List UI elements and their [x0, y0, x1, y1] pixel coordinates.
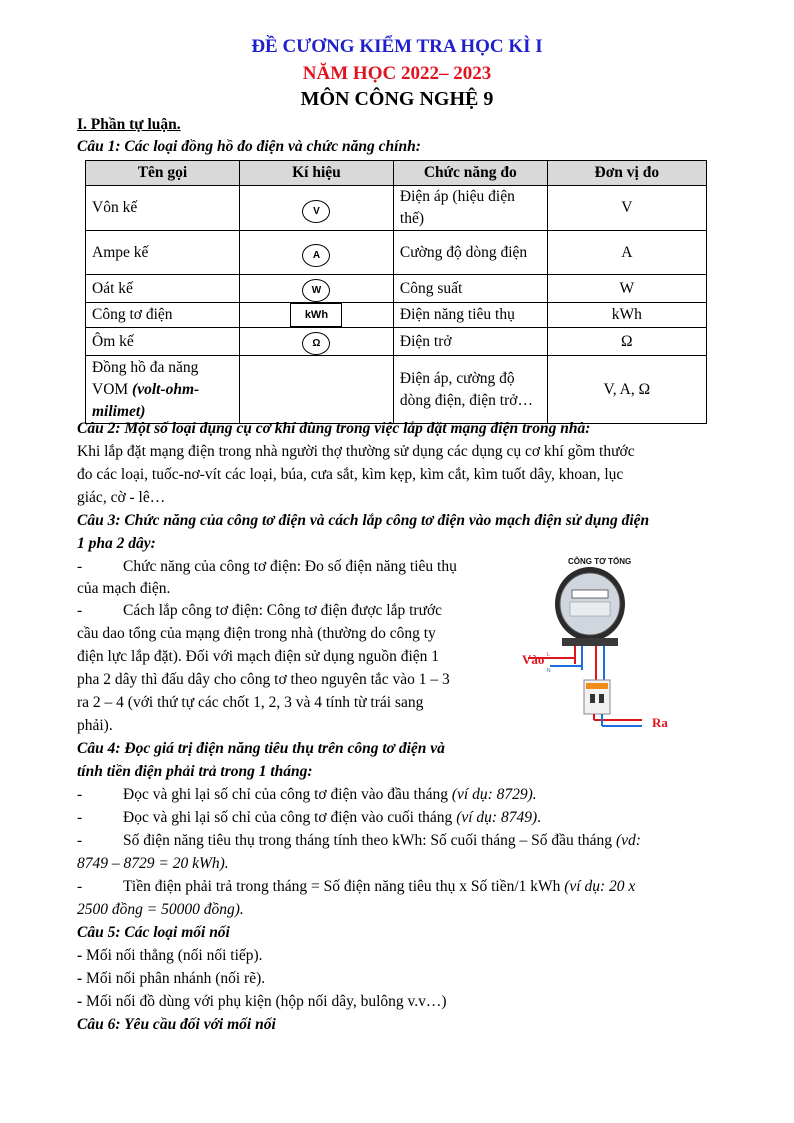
q3-bullet-line: - Chức năng của công tơ điện: Đo số điện năng tiêu thụ [77, 558, 457, 575]
table-row [86, 275, 707, 303]
q4-bullet-line: - Đọc và ghi lại số chỉ của công tơ điện vào cuối tháng (ví dụ: 8749). [77, 809, 541, 826]
q3-text-line: ra 2 – 4 (với thứ tự các chốt 1, 2, 3 và 4 tính từ trái sang [77, 694, 424, 711]
electric-meter-icon [520, 552, 720, 742]
cell-unit: kWh [547, 303, 706, 328]
ohmmeter-symbol: Ω [302, 332, 330, 355]
q4-bullet-line: - Số điện năng tiêu thụ trong tháng tính theo kWh: Số cuối tháng – Số đầu tháng (vd: [77, 832, 641, 849]
out-label: Ra [652, 715, 668, 730]
q2-text-line: giác, cờ - lê… [77, 489, 166, 506]
cell-name: Công tơ điện [86, 303, 240, 328]
electric-meter-figure [520, 552, 720, 742]
cell-unit: A [547, 231, 706, 275]
cell-symbol [239, 328, 393, 356]
q2-text-line: Khi lắp đặt mạng điện trong nhà người thợ thường sử dụng các dụng cụ cơ khí gồm thước [77, 443, 635, 460]
cell-name: Ampe kế [86, 231, 240, 275]
cell-symbol [239, 356, 393, 424]
q5-item: - Mối nối thẳng (nối nối tiếp). [77, 947, 263, 964]
q5-item: - Mối nối phân nhánh (nối rẽ). [77, 970, 266, 987]
cell-symbol [239, 231, 393, 275]
q2-heading: Câu 2: Một số loại dụng cụ cơ khí dùng trong việc lắp đặt mạng điện trong nhà: [77, 420, 591, 437]
table-row [86, 356, 707, 424]
col-header-symbol: Kí hiệu [239, 161, 393, 186]
cell-name: Oát kế [86, 275, 240, 303]
col-header-name: Tên gọi [86, 161, 240, 186]
meter-counter [572, 590, 608, 598]
q3-heading: 1 pha 2 dây: [77, 535, 156, 552]
cell-unit: Ω [547, 328, 706, 356]
q6-heading: Câu 6: Yêu cầu đối với mối nối [77, 1016, 276, 1033]
section-heading: I. Phần tự luận. [77, 116, 181, 133]
cell-function: Công suất [393, 275, 547, 303]
q4-heading: tính tiền điện phải trả trong 1 tháng: [77, 763, 313, 780]
table-header-row [86, 161, 707, 186]
meter-plate [570, 602, 610, 616]
q3-text-line: của mạch điện. [77, 580, 171, 597]
cell-function: Cường độ dòng điện [393, 231, 547, 275]
breaker-switch [590, 694, 595, 703]
q4-text-line: 8749 – 8729 = 20 kWh). [77, 855, 229, 872]
cell-symbol [239, 186, 393, 231]
n-label: N [547, 668, 551, 674]
col-header-function: Chức năng đo [393, 161, 547, 186]
q5-heading: Câu 5: Các loại mối nối [77, 924, 230, 941]
q3-text-line: phải). [77, 717, 113, 734]
q4-bullet-line: - Đọc và ghi lại số chỉ của công tơ điện vào đầu tháng (ví dụ: 8729). [77, 786, 537, 803]
q3-text-line: cầu dao tổng của mạng điện trong nhà (thường do công ty [77, 625, 436, 642]
cell-symbol [239, 303, 393, 328]
vom-name: Đồng hồ đa năng VOM [92, 358, 199, 398]
l-label: L [547, 652, 550, 658]
cell-unit: V, A, Ω [547, 356, 706, 424]
cell-function: Điện áp (hiệu điện thế) [393, 186, 547, 231]
cell-function: Điện năng tiêu thụ [393, 303, 547, 328]
title-line-3: MÔN CÔNG NGHỆ 9 [300, 88, 494, 110]
wattmeter-symbol: W [302, 279, 330, 302]
vom-name-italic: (volt-ohm-milimet) [92, 380, 200, 420]
voltmeter-symbol: V [302, 200, 330, 223]
cell-unit: V [547, 186, 706, 231]
breaker-switch [599, 694, 604, 703]
cell-name: Ôm kế [86, 328, 240, 356]
table-row [86, 186, 707, 231]
breaker-stripe [586, 683, 608, 689]
q4-bullet-line: - Tiền điện phải trả trong tháng = Số điện năng tiêu thụ x Số tiền/1 kWh (ví dụ: 20 x [77, 878, 636, 895]
q2-text-line: đo các loại, tuốc-nơ-vít các loại, búa, cưa sắt, kìm kẹp, kìm cắt, kìm tuốt dây, khoan, lục [77, 466, 624, 483]
cell-name [86, 356, 240, 424]
cell-function: Điện áp, cường độ dòng điện, điện trở… [393, 356, 547, 424]
q1-heading: Câu 1: Các loại đồng hồ đo điện và chức năng chính: [77, 138, 421, 155]
q3-heading: Câu 3: Chức năng của công tơ điện và cách lắp công tơ điện vào mạch điện sử dụng điện [77, 512, 650, 529]
q3-text-line: điện lực lắp đặt). Đối với mạch điện sử dụng nguồn điện 1 [77, 648, 440, 665]
kwh-meter-symbol: kWh [290, 303, 342, 327]
q4-text-line: 2500 đồng = 50000 đồng). [77, 901, 244, 918]
cell-unit: W [547, 275, 706, 303]
title-line-1: ĐỀ CƯƠNG KIỂM TRA HỌC KÌ I [251, 36, 543, 57]
col-header-unit: Đơn vị đo [547, 161, 706, 186]
cell-function: Điện trở [393, 328, 547, 356]
table-row [86, 328, 707, 356]
q4-heading: Câu 4: Đọc giá trị điện năng tiêu thụ trên công tơ điện và [77, 740, 445, 757]
meter-table [85, 160, 707, 424]
q3-bullet-line: - Cách lắp công tơ điện: Công tơ điện được lắp trước [77, 602, 443, 619]
ammeter-symbol: A [302, 244, 330, 267]
q5-item: - Mối nối đồ dùng với phụ kiện (hộp nối dây, bulông v.v…) [77, 993, 447, 1010]
meter-top-label: CÔNG TƠ TỔNG [568, 557, 632, 566]
in-label: Vào [522, 652, 545, 667]
cell-symbol [239, 275, 393, 303]
meter-terminal-block [562, 638, 618, 646]
table-row [86, 303, 707, 328]
cell-name: Vôn kế [86, 186, 240, 231]
q3-text-line: pha 2 dây thì đấu dây cho công tơ theo nguyên tắc vào 1 – 3 [77, 671, 450, 688]
table-row [86, 231, 707, 275]
title-line-2: NĂM HỌC 2022– 2023 [302, 63, 492, 84]
